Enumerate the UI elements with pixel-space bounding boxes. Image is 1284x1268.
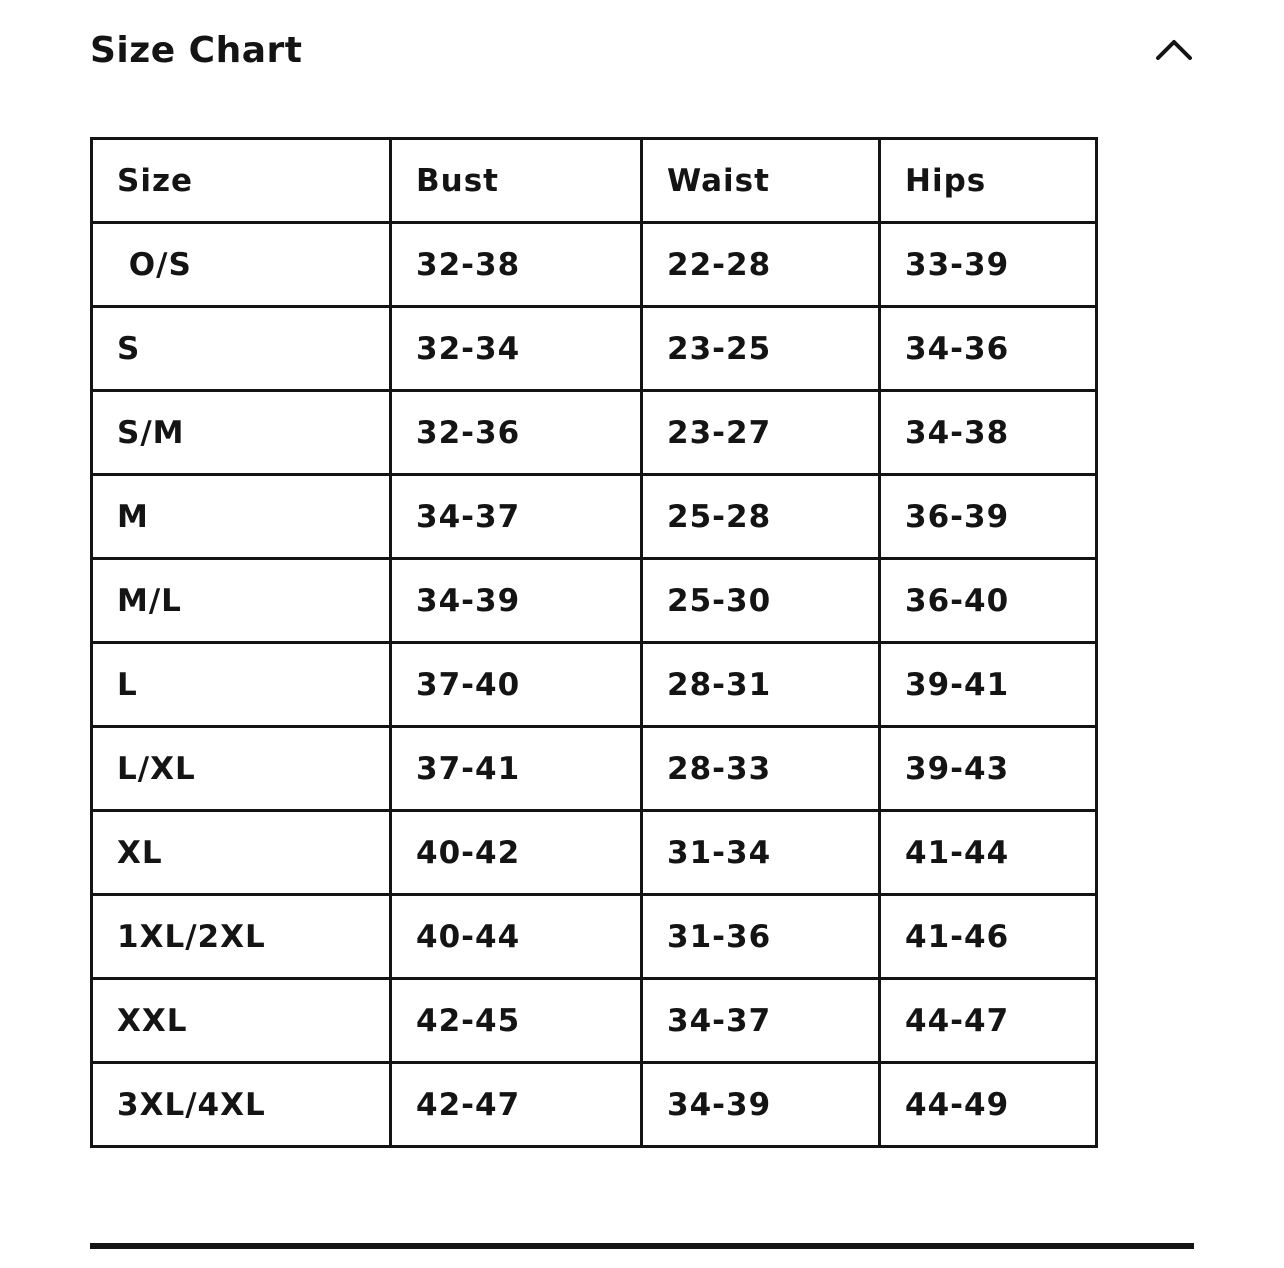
cell-waist: 34-39 (642, 1063, 880, 1147)
cell-waist: 23-27 (642, 391, 880, 475)
cell-waist: 28-31 (642, 643, 880, 727)
cell-hips: 41-44 (880, 811, 1097, 895)
cell-hips: 44-49 (880, 1063, 1097, 1147)
table-row (92, 559, 1097, 643)
cell-size: O/S (92, 223, 391, 307)
header-hips: Hips (880, 139, 1097, 223)
cell-size: M (92, 475, 391, 559)
size-chart-table (90, 137, 1098, 1148)
size-chart-accordion-header[interactable] (90, 22, 1194, 78)
cell-bust: 37-41 (391, 727, 642, 811)
cell-hips: 34-36 (880, 307, 1097, 391)
table-row (92, 1063, 1097, 1147)
table-row (92, 307, 1097, 391)
cell-size: XXL (92, 979, 391, 1063)
cell-bust: 34-39 (391, 559, 642, 643)
cell-hips: 41-46 (880, 895, 1097, 979)
section-divider (90, 1243, 1194, 1249)
size-chart-title: Size Chart (90, 29, 303, 71)
cell-size: XL (92, 811, 391, 895)
cell-size: L/XL (92, 727, 391, 811)
table-row (92, 811, 1097, 895)
table-row (92, 643, 1097, 727)
cell-hips: 44-47 (880, 979, 1097, 1063)
cell-hips: 36-40 (880, 559, 1097, 643)
table-row (92, 223, 1097, 307)
cell-waist: 31-36 (642, 895, 880, 979)
cell-size: S (92, 307, 391, 391)
cell-waist: 25-30 (642, 559, 880, 643)
cell-hips: 34-38 (880, 391, 1097, 475)
cell-hips: 33-39 (880, 223, 1097, 307)
table-row (92, 979, 1097, 1063)
cell-bust: 40-44 (391, 895, 642, 979)
cell-size: 3XL/4XL (92, 1063, 391, 1147)
header-size: Size (92, 139, 391, 223)
cell-hips: 39-41 (880, 643, 1097, 727)
chevron-up-icon[interactable] (1154, 30, 1194, 70)
cell-size: S/M (92, 391, 391, 475)
cell-waist: 23-25 (642, 307, 880, 391)
table-header-row (92, 139, 1097, 223)
table-row (92, 391, 1097, 475)
cell-bust: 32-34 (391, 307, 642, 391)
cell-bust: 32-36 (391, 391, 642, 475)
cell-hips: 39-43 (880, 727, 1097, 811)
cell-size: M/L (92, 559, 391, 643)
cell-size: 1XL/2XL (92, 895, 391, 979)
cell-waist: 31-34 (642, 811, 880, 895)
cell-bust: 42-47 (391, 1063, 642, 1147)
cell-waist: 25-28 (642, 475, 880, 559)
cell-bust: 34-37 (391, 475, 642, 559)
table-row (92, 895, 1097, 979)
table-row (92, 727, 1097, 811)
table-row (92, 475, 1097, 559)
cell-bust: 40-42 (391, 811, 642, 895)
cell-size: L (92, 643, 391, 727)
cell-hips: 36-39 (880, 475, 1097, 559)
cell-bust: 42-45 (391, 979, 642, 1063)
cell-bust: 37-40 (391, 643, 642, 727)
cell-waist: 34-37 (642, 979, 880, 1063)
header-waist: Waist (642, 139, 880, 223)
cell-waist: 28-33 (642, 727, 880, 811)
cell-bust: 32-38 (391, 223, 642, 307)
header-bust: Bust (391, 139, 642, 223)
cell-waist: 22-28 (642, 223, 880, 307)
